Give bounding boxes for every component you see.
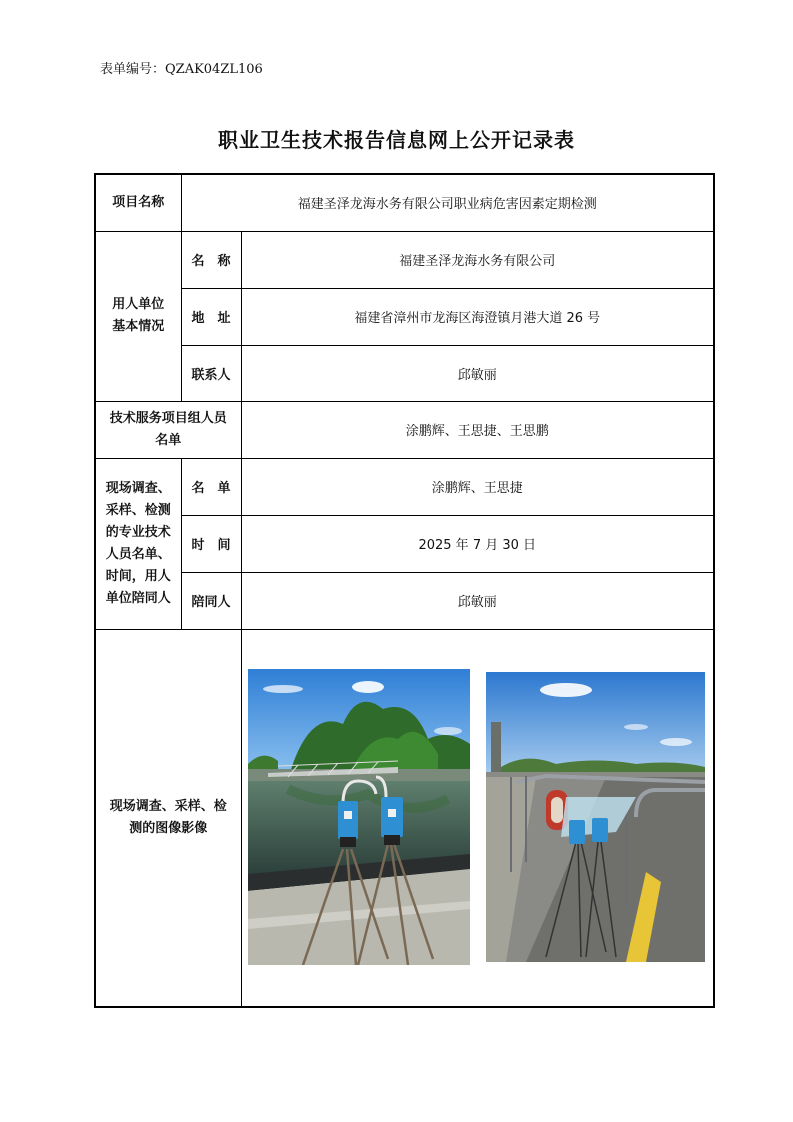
site-photo-pond <box>248 669 470 965</box>
survey-escort-value: 邱敏丽 <box>241 572 714 629</box>
survey-time-label: 时 间 <box>181 515 241 572</box>
form-number: 表单编号：QZAK04ZL106 <box>100 62 263 77</box>
site-photo-deck <box>486 672 705 962</box>
survey-names-label: 名 单 <box>181 458 241 515</box>
images-label: 现场调查、采样、检 测的图像影像 <box>95 629 241 1007</box>
employer-name-label: 名 称 <box>181 231 241 288</box>
survey-names-value: 涂鹏辉、王思捷 <box>241 458 714 515</box>
survey-escort-label: 陪同人 <box>181 572 241 629</box>
record-table <box>94 173 715 1008</box>
team-value: 涂鹏辉、王思捷、王思鹏 <box>241 401 714 458</box>
page-title: 职业卫生技术报告信息网上公开记录表 <box>218 128 575 152</box>
survey-time-value: 2025 年 7 月 30 日 <box>241 515 714 572</box>
employer-label: 用人单位 基本情况 <box>95 231 181 401</box>
project-name-label: 项目名称 <box>95 174 181 231</box>
survey-label: 现场调查、 采样、检测 的专业技术 人员名单、 时间，用人 单位陪同人 <box>95 458 181 629</box>
employer-address-label: 地 址 <box>181 288 241 345</box>
employer-address-value: 福建省漳州市龙海区海澄镇月港大道 26 号 <box>241 288 714 345</box>
employer-name-value: 福建圣泽龙海水务有限公司 <box>241 231 714 288</box>
team-label: 技术服务项目组人员 名单 <box>95 401 241 458</box>
employer-contact-value: 邱敏丽 <box>241 345 714 401</box>
images-cell <box>241 629 714 1007</box>
employer-contact-label: 联系人 <box>181 345 241 401</box>
project-name-value: 福建圣泽龙海水务有限公司职业病危害因素定期检测 <box>181 174 714 231</box>
